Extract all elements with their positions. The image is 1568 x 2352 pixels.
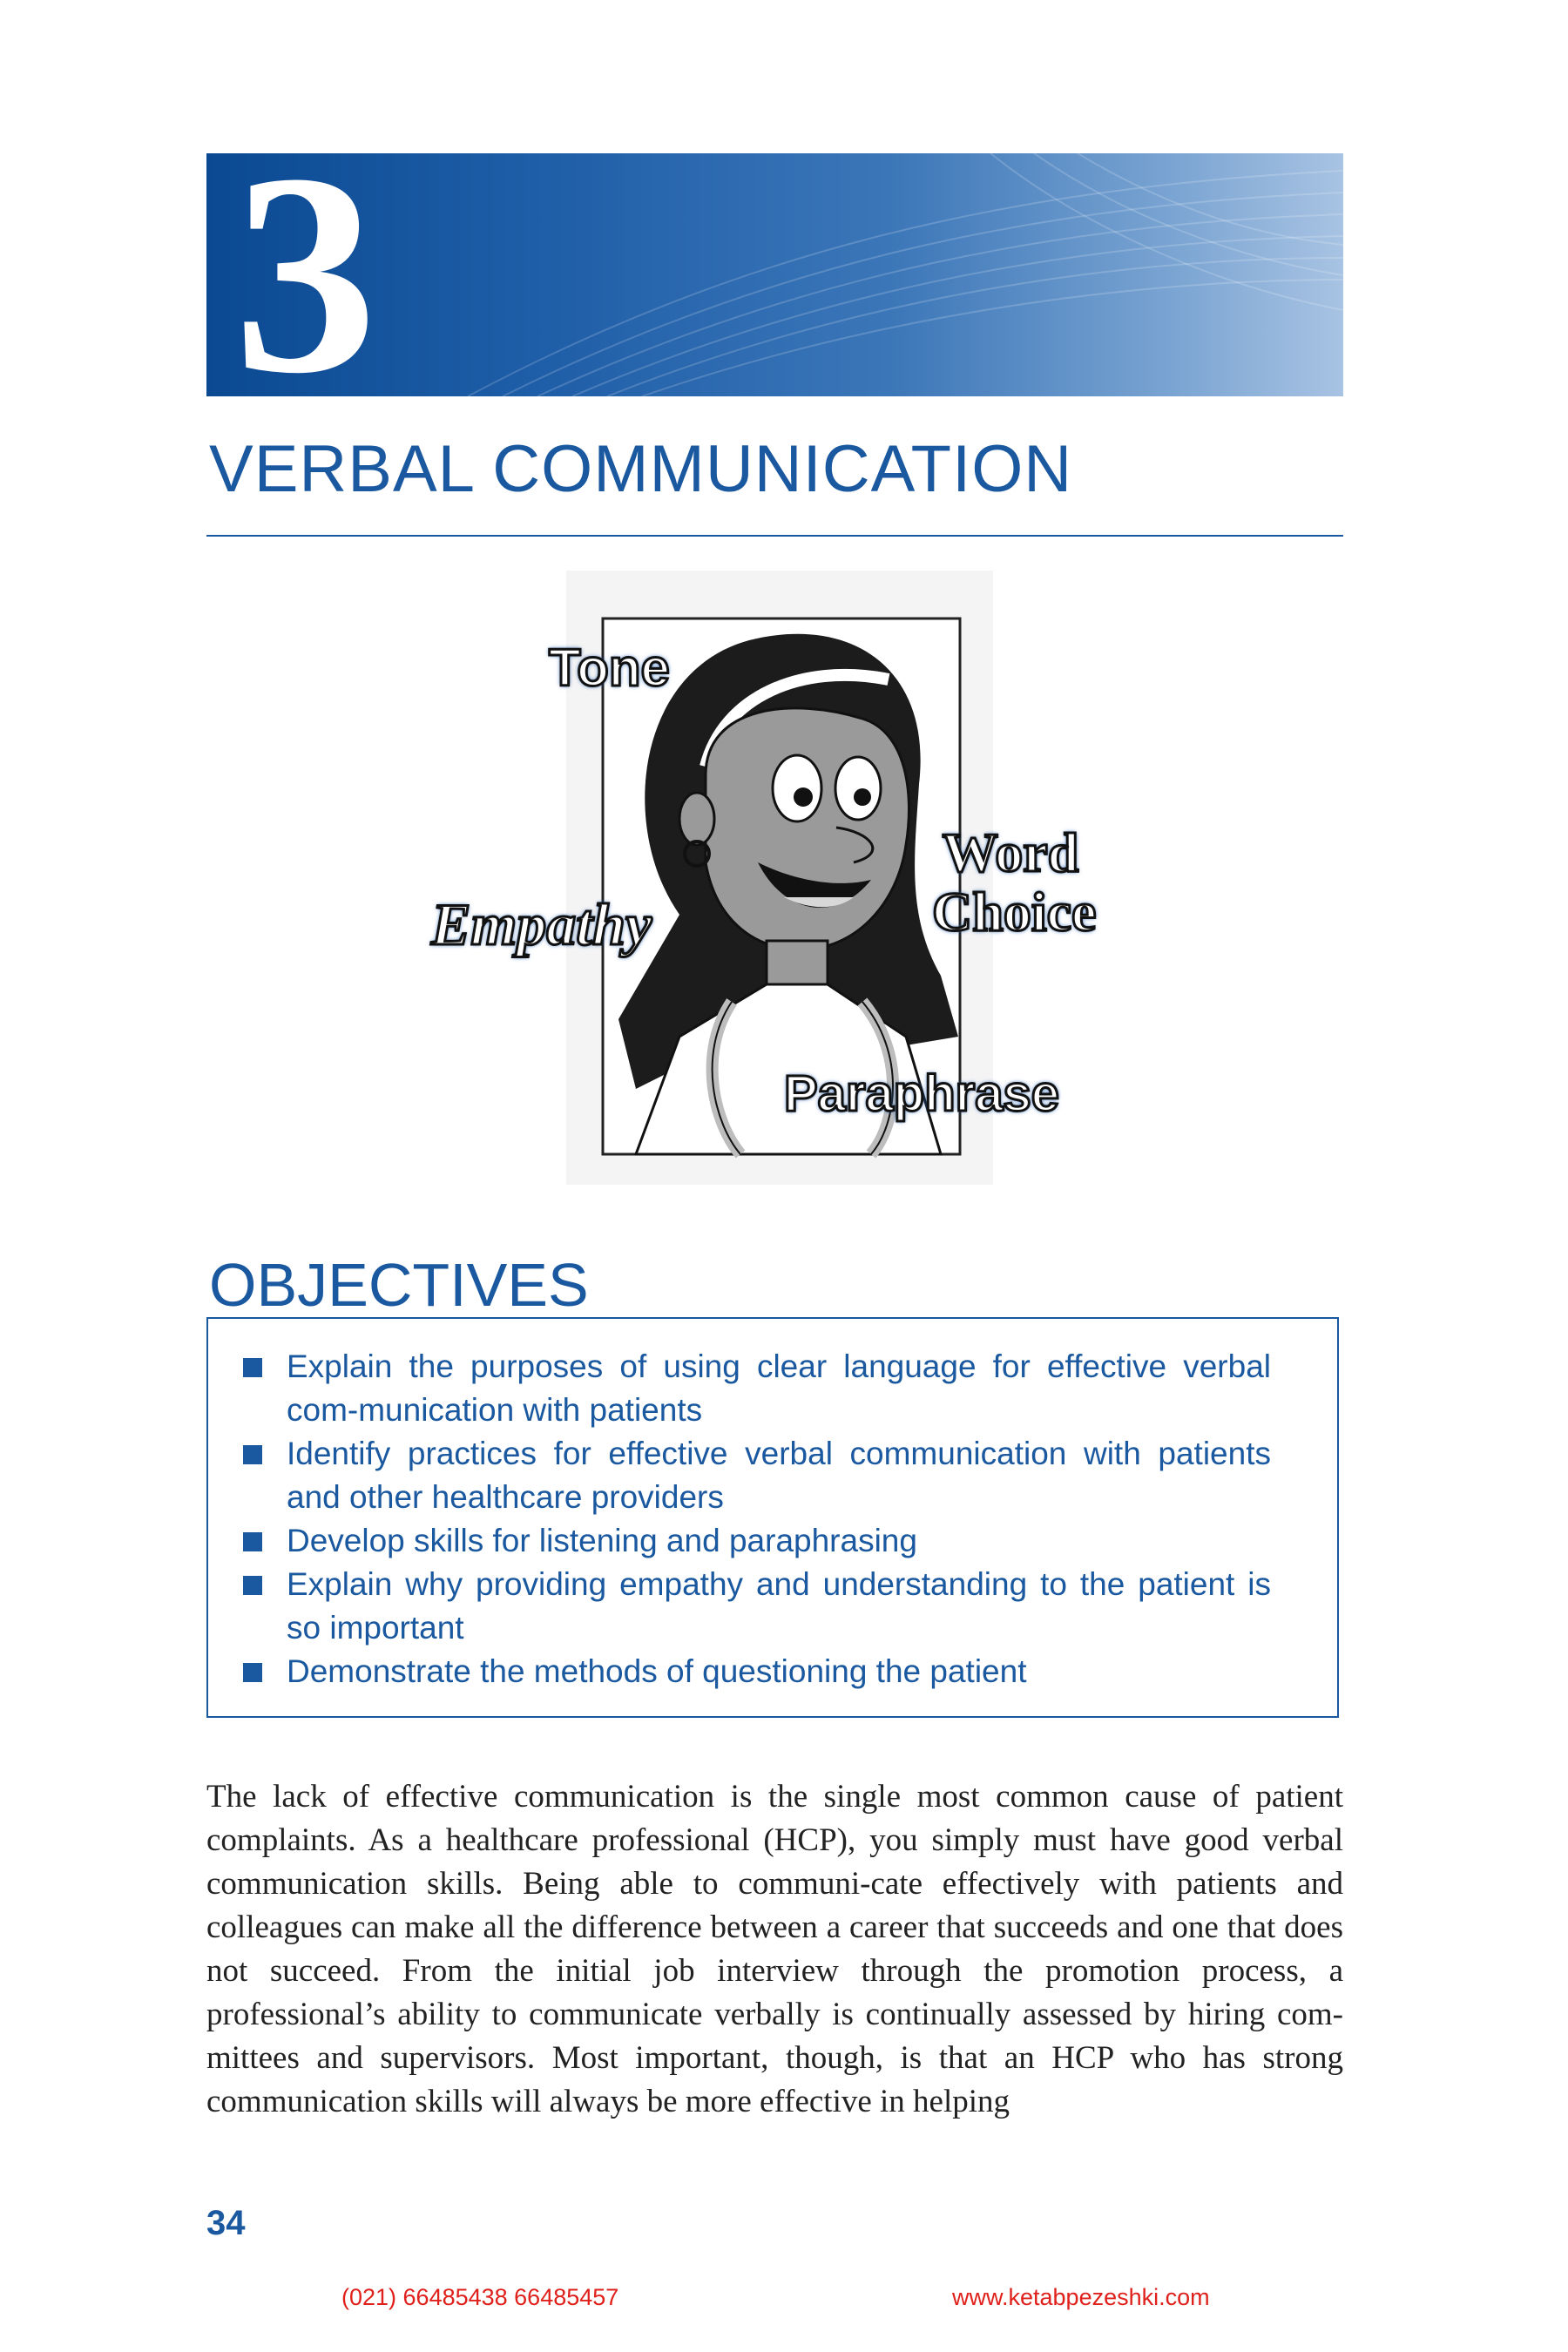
title-divider [206, 535, 1343, 537]
tone-label: Tone [549, 639, 670, 697]
objective-text: Identify practices for effective verbal communication with patients and other healthcare providers [287, 1436, 1271, 1515]
objective-item [243, 1519, 1271, 1563]
objective-item [243, 1432, 1271, 1519]
square-bullet-icon [243, 1532, 262, 1551]
chapter-number: 3 [233, 115, 377, 433]
page-number: 34 [206, 2204, 246, 2242]
objective-item [243, 1650, 1271, 1693]
objective-text: Explain why providing empathy and understanding to the patient is so important [287, 1566, 1271, 1646]
objective-item [243, 1563, 1271, 1650]
objective-text: Explain the purposes of using clear language for effective verbal com-munication with patients [287, 1348, 1271, 1428]
square-bullet-icon [243, 1663, 262, 1682]
chapter-title: VERBAL COMMUNICATION [209, 432, 1073, 506]
objectives-heading: OBJECTIVES [209, 1251, 589, 1319]
square-bullet-icon [243, 1576, 262, 1595]
footer-phone: (021) 66485438 66485457 [341, 2284, 619, 2310]
chapter-illustration [418, 566, 1115, 1193]
square-bullet-icon [243, 1445, 262, 1464]
body-paragraph: The lack of effective communication is the single most common cause of patient complaints. As a healthcare professional (HCP), you simply must have good verbal communication skills. Being able to communi-cate effectively with patients and colleagues can make all the difference between a career that succeeds and one that does not succeed. From the initial job interview through the promotion process, a professional’s ability to communicate verbally is continually assessed by hiring com-mittees and supervisors. Most important, though, is that an HCP who has strong communication skills will always be more effective in helping [206, 1779, 1343, 2119]
word-choice-label: Word Choice [932, 821, 1097, 943]
empathy-label: Empathy [431, 891, 652, 957]
paraphrase-label: Paraphrase [784, 1065, 1059, 1122]
objective-item [243, 1345, 1271, 1432]
objective-text: Demonstrate the methods of questioning the patient [287, 1653, 1027, 1689]
objectives-list [243, 1345, 1271, 1693]
square-bullet-icon [243, 1358, 262, 1377]
objectives-box [206, 1317, 1339, 1718]
footer-website[interactable]: www.ketabpezeshki.com [952, 2284, 1210, 2310]
objective-text: Develop skills for listening and paraphrasing [287, 1523, 917, 1558]
